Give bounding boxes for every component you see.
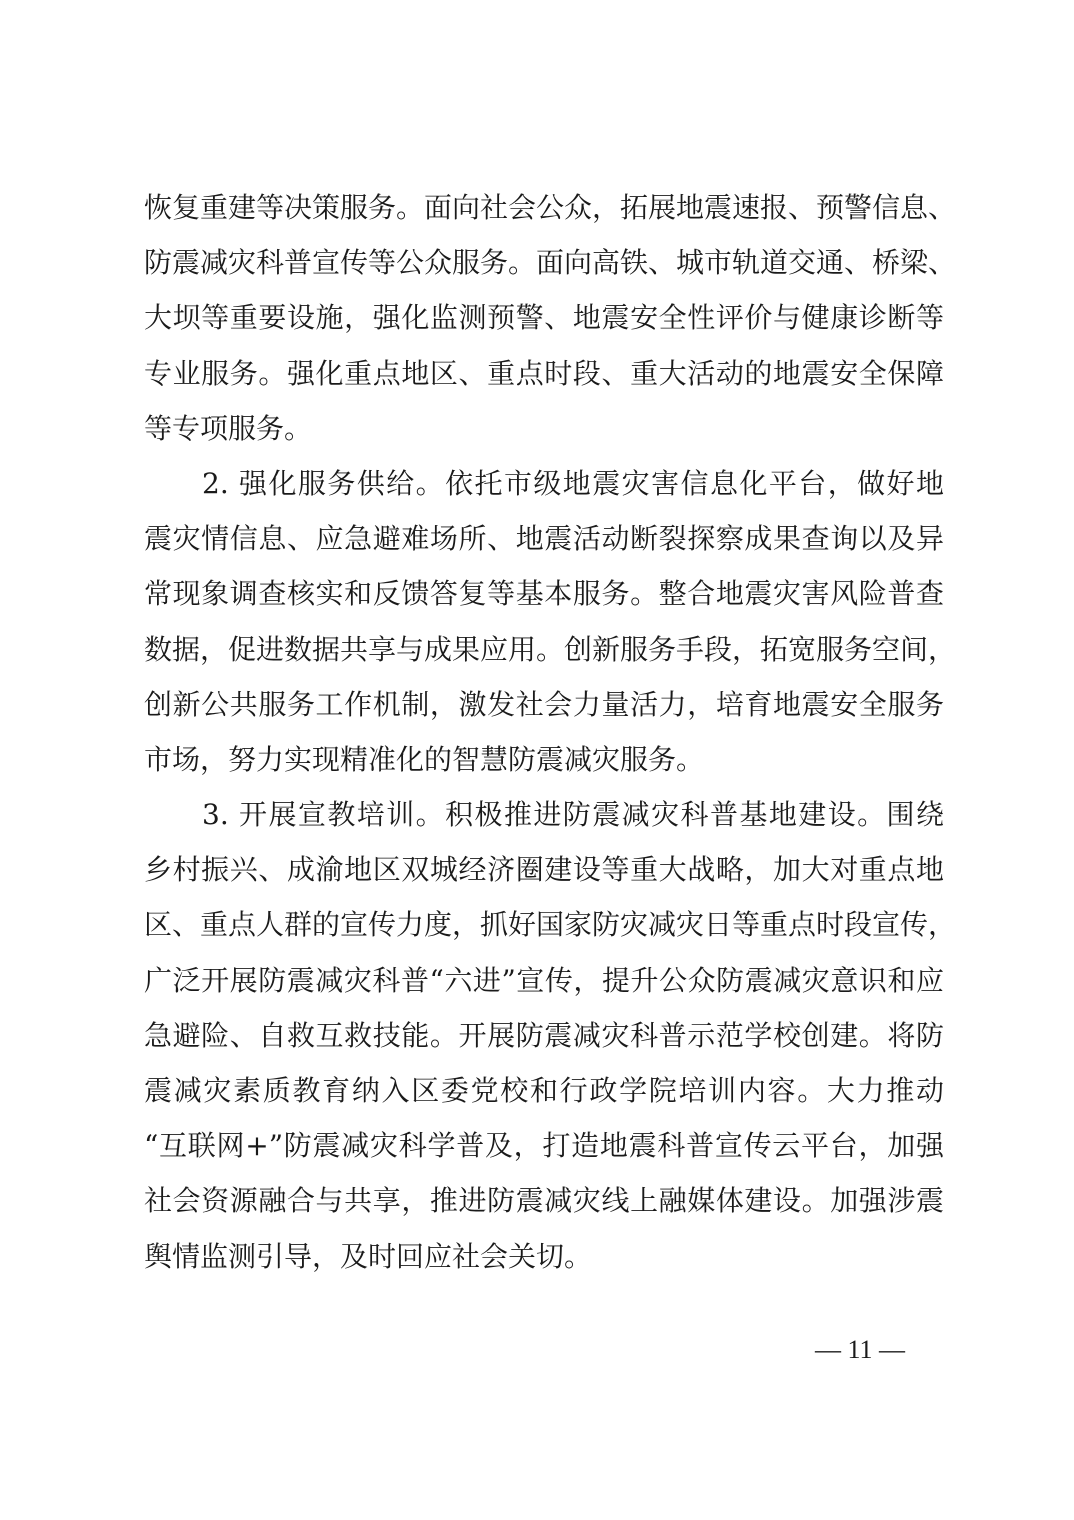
text-line: 3. 开展宣教培训。积极推进防震减灾科普基地建设。围绕	[202, 798, 944, 832]
text-line: 恢复重建等决策服务。面向社会公众，拓展地震速报、预警信息、	[144, 191, 957, 224]
text-line: 防震减灾科普宣传等公众服务。面向高铁、城市轨道交通、桥梁、	[144, 246, 957, 280]
text-line: 社会资源融合与共享，推进防震减灾线上融媒体建设。加强涉震	[144, 1184, 944, 1218]
text-line: 广泛开展防震减灾科普“六进”宣传，提升公众防震减灾意识和应	[144, 963, 944, 997]
document-body	[144, 180, 957, 1284]
text-line: 大坝等重要设施，强化监测预警、地震安全性评价与健康诊断等	[144, 301, 944, 335]
text-line: 震灾情信息、应急避难场所、地震活动断裂探察成果查询以及异	[144, 522, 944, 556]
text-line: 常现象调查核实和反馈答复等基本服务。整合地震灾害风险普查	[144, 577, 944, 611]
text-line: 舆情监测引导，及时回应社会关切。	[144, 1239, 593, 1273]
text-line: 市场，努力实现精准化的智慧防震减灾服务。	[144, 742, 705, 776]
page-number: — 11 —	[814, 1335, 906, 1364]
text-line: 数据，促进数据共享与成果应用。创新服务手段，拓宽服务空间，	[144, 632, 957, 666]
text-line: 等专项服务。	[144, 411, 313, 445]
text-line: 急避险、自救互救技能。开展防震减灾科普示范学校创建。将防	[144, 1018, 944, 1052]
text-line: 专业服务。强化重点地区、重点时段、重大活动的地震安全保障	[144, 356, 944, 390]
text-line: 2. 强化服务供给。依托市级地震灾害信息化平台，做好地	[202, 466, 944, 500]
text-line: 创新公共服务工作机制，激发社会力量活力，培育地震安全服务	[144, 687, 944, 721]
text-line: 乡村振兴、成渝地区双城经济圈建设等重大战略，加大对重点地	[144, 853, 944, 887]
text-line: “互联网+”防震减灾科学普及，打造地震科普宣传云平台，加强	[144, 1129, 944, 1163]
text-line: 震减灾素质教育纳入区委党校和行政学院培训内容。大力推动	[144, 1074, 944, 1107]
text-line: 区、重点人群的宣传力度，抓好国家防灾减灾日等重点时段宣传，	[144, 908, 957, 942]
